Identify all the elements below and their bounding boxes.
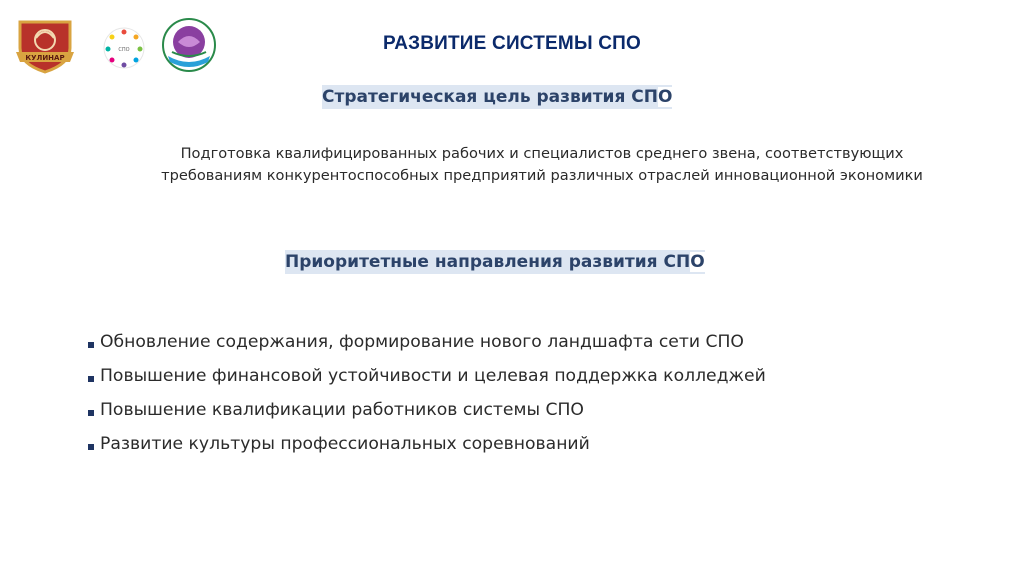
list-item xyxy=(88,328,766,362)
priority-directions-heading-main: Приоритетные направления развития СП xyxy=(285,252,691,272)
goal-line: Подготовка квалифицированных рабочих и специалистов среднего звена, соответствующих xyxy=(180,145,904,162)
list-item-text: Повышение финансовой устойчивости и целевая поддержка колледжей xyxy=(100,366,766,386)
priority-list xyxy=(88,328,766,464)
svg-text:КУЛИНАР: КУЛИНАР xyxy=(25,54,65,62)
list-item-text: Обновление содержания, формирование нового ландшафта сети СПО xyxy=(100,332,744,352)
svg-text:СПО: СПО xyxy=(118,47,130,53)
strategic-goal-heading-main: Стратегическая цель развития СП xyxy=(322,87,659,107)
list-item xyxy=(88,362,766,396)
priority-directions-heading xyxy=(285,250,705,274)
list-item-text: Повышение квалификации работников системы СПО xyxy=(100,400,584,420)
strategic-goal-heading xyxy=(322,85,672,109)
priority-directions-heading-tail: О xyxy=(690,252,705,272)
list-item xyxy=(88,430,766,464)
page-title: РАЗВИТИЕ СИСТЕМЫ СПО xyxy=(383,33,641,54)
bullet-icon xyxy=(88,444,94,450)
bullet-icon xyxy=(88,376,94,382)
strategic-goal-heading-tail: О xyxy=(658,87,673,107)
list-item-text: Развитие культуры профессиональных соревнований xyxy=(100,434,590,454)
bullet-icon xyxy=(88,342,94,348)
goal-line: требованиям конкурентоспособных предприятий различных отраслей инновационной экономики xyxy=(161,167,923,184)
bullet-icon xyxy=(88,410,94,416)
strategic-goal-text xyxy=(60,143,1024,187)
list-item xyxy=(88,396,766,430)
